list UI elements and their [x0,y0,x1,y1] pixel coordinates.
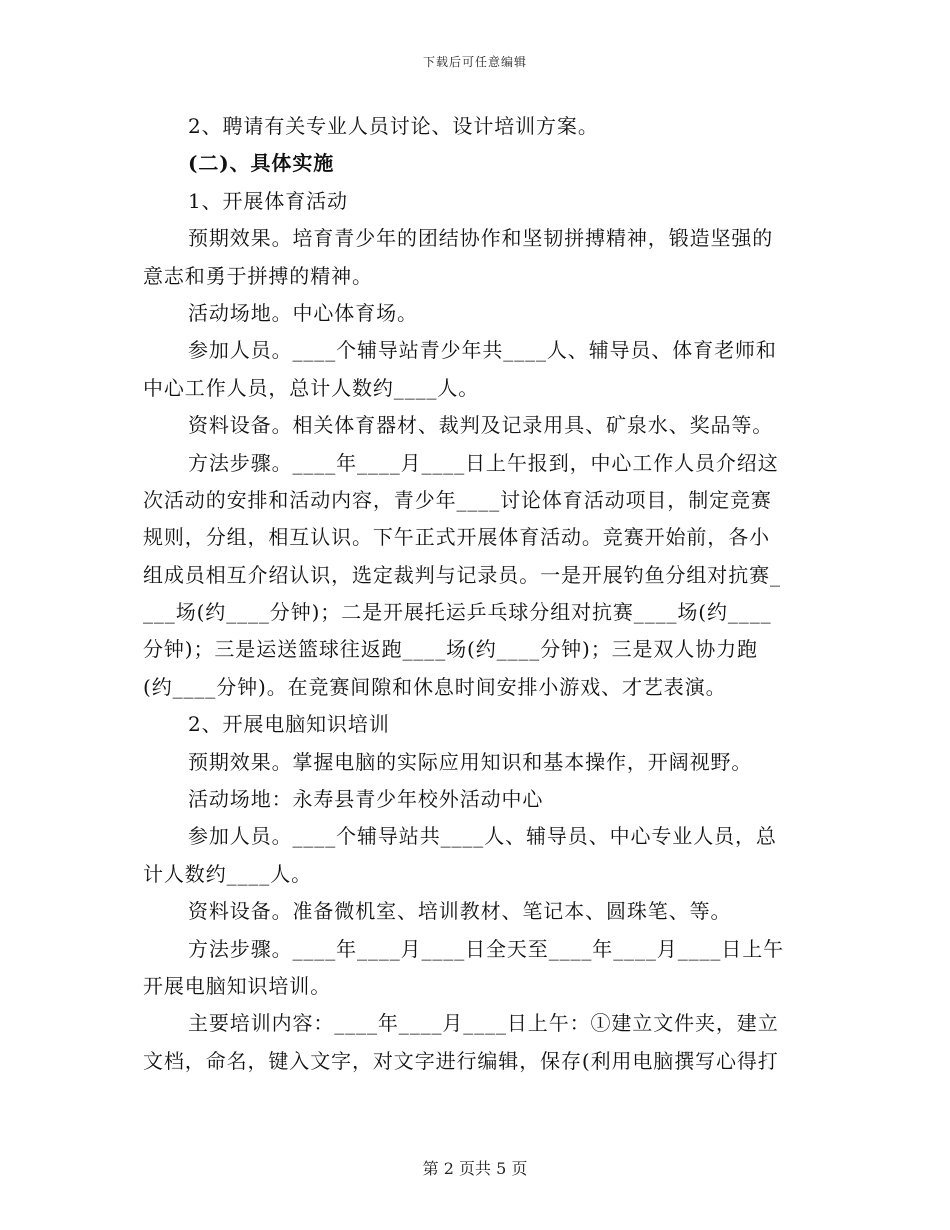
paragraph-line: 预期效果。掌握电脑的实际应用知识和基本操作，开阔视野。 [188,749,753,774]
subsection-heading: 2、开展电脑知识培训 [188,712,390,737]
page-header: 下载后可任意编辑 [422,55,527,69]
paragraph-line: 计人数约____人。 [143,861,312,886]
paragraph-line: 2、聘请有关专业人员讨论、设计培训方案。 [188,114,599,138]
paragraph-line: 组成员相互介绍认识，选定裁判与记录员。一是开展钓鱼分组对抗赛_ [143,562,781,587]
paragraph-line: 开展电脑知识培训。 [143,973,332,998]
paragraph-line: 参加人员。____个辅导站共____人、辅导员、中心专业人员，总 [188,824,777,849]
paragraph-line: 规则，分组，相互认识。下午正式开展体育活动。竞赛开始前，各小 [143,525,770,550]
paragraph-line: 分钟)；三是运送篮球往返跑____场(约____分钟)；三是双人协力跑 [143,637,758,662]
section-heading: (二)、具体实施 [188,151,335,176]
paragraph-line: 资料设备。相关体育器材、裁判及记录用具、矿泉水、奖品等。 [188,413,774,438]
paragraph-line: 活动场地：永寿县青少年校外活动中心 [188,787,544,812]
paragraph-line: 意志和勇于拼搏的精神。 [143,263,373,288]
paragraph-line: 次活动的安排和活动内容，青少年____讨论体育活动项目，制定竞赛 [143,487,772,512]
paragraph-line: 参加人员。____个辅导站青少年共____人、辅导员、体育老师和 [188,338,777,363]
document-body [143,108,809,1080]
paragraph-line: 中心工作人员，总计人数约____人。 [143,375,480,400]
paragraph-line: ___场(约____分钟)；二是开展托运乒乓球分组对抗赛____场(约____ [143,600,772,625]
page-footer: 第 2 页共 5 页 [422,1159,528,1178]
paragraph-line: 主要培训内容：____年____月____日上午：①建立文件夹，建立 [188,1011,779,1036]
paragraph-line: 资料设备。准备微机室、培训教材、笔记本、圆珠笔、等。 [188,899,732,924]
paragraph-line: 方法步骤。____年____月____日全天至____年____月____日上午 [188,936,784,961]
paragraph-line: (约____分钟)。在竞赛间隙和休息时间安排小游戏、才艺表演。 [143,674,727,699]
paragraph-line: 预期效果。培育青少年的团结协作和坚韧拼搏精神，锻造坚强的 [188,226,774,251]
paragraph-line: 活动场地。中心体育场。 [188,300,418,325]
subsection-heading: 1、开展体育活动 [188,188,348,213]
paragraph-line: 文档，命名，键入文字，对文字进行编辑，保存(利用电脑撰写心得打 [143,1048,779,1073]
paragraph-line: 方法步骤。____年____月____日上午报到，中心工作人员介绍这 [188,450,779,475]
